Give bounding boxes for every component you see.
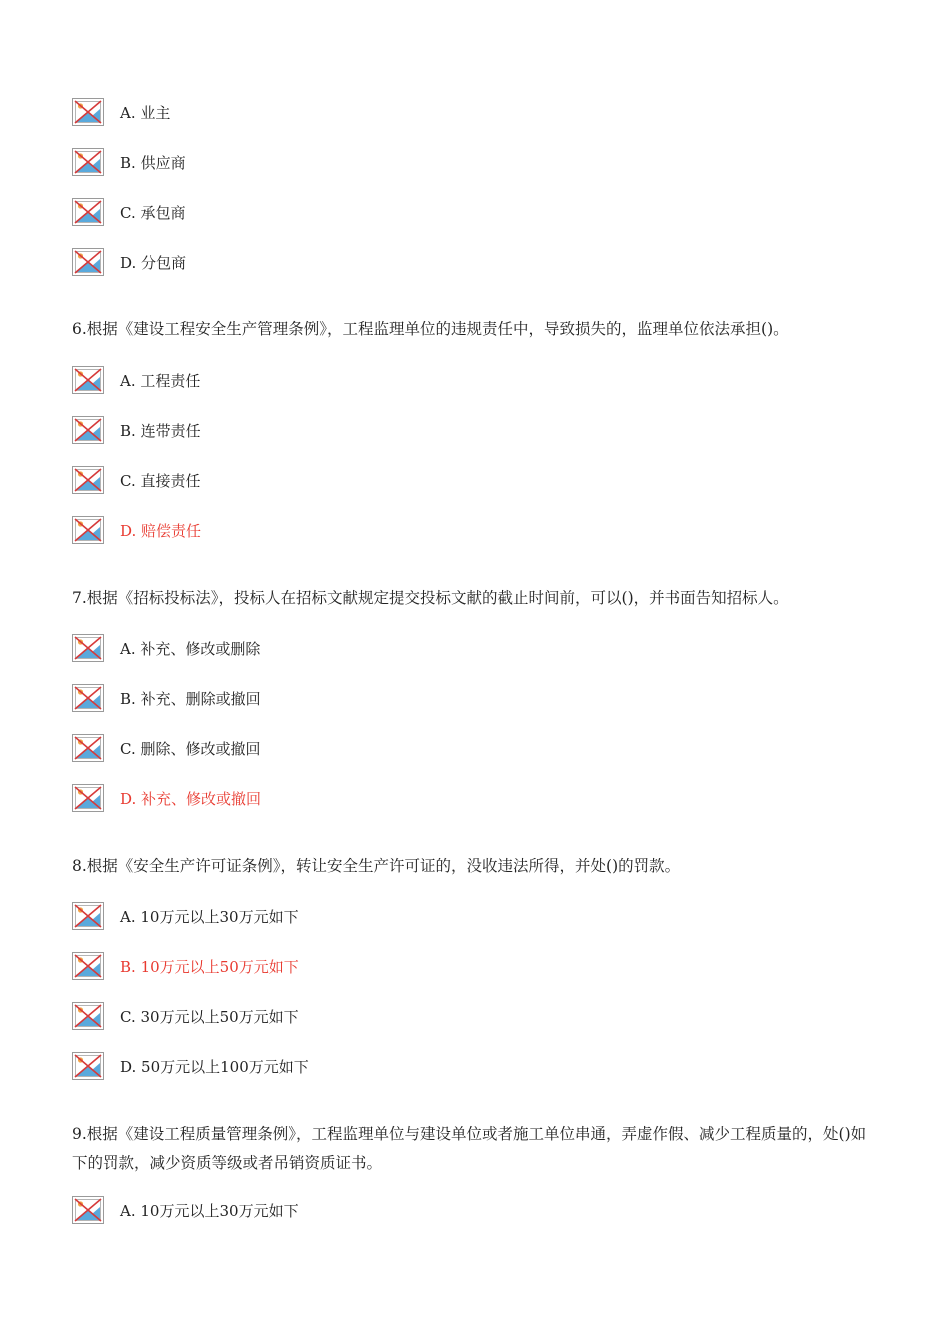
broken-image-icon [72, 902, 104, 930]
broken-image-icon [72, 98, 104, 126]
option-label: 赔偿责任 [141, 522, 202, 540]
option-row [72, 784, 872, 814]
option-row [72, 366, 872, 396]
option-row [72, 1052, 872, 1082]
option-label: 10万元以上30万元如下 [140, 908, 299, 926]
broken-image-icon [72, 416, 104, 444]
broken-image-icon [72, 516, 104, 544]
option-row [72, 734, 872, 764]
option-row [72, 1196, 872, 1226]
option-text [120, 371, 200, 391]
broken-image-icon [72, 366, 104, 394]
option-letter: D. [120, 254, 137, 272]
option-letter: A. [120, 104, 136, 122]
option-letter: D. [120, 1058, 137, 1076]
option-text [120, 1201, 299, 1221]
broken-image-icon [72, 1052, 104, 1080]
option-label: 删除、修改或撤回 [140, 740, 261, 758]
option-label: 补充、删除或撤回 [140, 690, 261, 708]
option-letter: B. [120, 422, 136, 440]
option-row [72, 198, 872, 228]
option-letter: A. [120, 640, 136, 658]
option-row [72, 516, 872, 546]
broken-image-icon [72, 1002, 104, 1030]
broken-image-icon [72, 198, 104, 226]
broken-image-icon [72, 684, 104, 712]
option-row [72, 634, 872, 664]
option-label: 直接责任 [140, 472, 201, 490]
option-text [120, 1007, 299, 1027]
option-text [120, 689, 261, 709]
option-label: 30万元以上50万元如下 [140, 1008, 299, 1026]
broken-image-icon [72, 734, 104, 762]
option-letter: B. [120, 958, 136, 976]
option-letter: D. [120, 790, 137, 808]
broken-image-icon [72, 466, 104, 494]
option-letter: C. [120, 1008, 136, 1026]
option-row [72, 98, 872, 128]
option-row [72, 902, 872, 932]
option-label: 工程责任 [140, 372, 201, 390]
option-label: 50万元以上100万元如下 [141, 1058, 309, 1076]
option-label: 10万元以上50万元如下 [140, 958, 299, 976]
option-text-correct [120, 957, 299, 977]
broken-image-icon [72, 784, 104, 812]
option-letter: C. [120, 472, 136, 490]
option-row [72, 416, 872, 446]
option-letter: C. [120, 204, 136, 222]
option-letter: D. [120, 522, 137, 540]
option-letter: B. [120, 154, 136, 172]
option-text [120, 1057, 309, 1077]
option-label: 供应商 [140, 154, 186, 172]
option-row [72, 248, 872, 278]
question-7-text: 7.根据《招标投标法》，投标人在招标文献规定提交投标文献的截止时间前，可以()，并书面告知招标人。 [72, 589, 789, 607]
broken-image-icon [72, 1196, 104, 1224]
option-letter: A. [120, 908, 136, 926]
option-text [120, 421, 201, 441]
broken-image-icon [72, 634, 104, 662]
option-text [120, 103, 170, 123]
option-label: 补充、修改或删除 [140, 640, 261, 658]
option-text [120, 639, 260, 659]
option-letter: C. [120, 740, 136, 758]
option-text [120, 471, 201, 491]
option-label: 分包商 [141, 254, 187, 272]
option-letter: A. [120, 1202, 136, 1220]
option-row [72, 466, 872, 496]
option-row [72, 148, 872, 178]
option-label: 业主 [140, 104, 171, 122]
option-text [120, 153, 186, 173]
broken-image-icon [72, 952, 104, 980]
option-text-correct [120, 521, 201, 541]
question-8-text: 8.根据《安全生产许可证条例》，转让安全生产许可证的，没收违法所得，并处()的罚款。 [72, 857, 681, 875]
broken-image-icon [72, 248, 104, 276]
broken-image-icon [72, 148, 104, 176]
option-label: 补充、修改或撤回 [141, 790, 262, 808]
option-label: 10万元以上30万元如下 [140, 1202, 299, 1220]
option-row [72, 1002, 872, 1032]
option-label-correct: 承包商 [140, 204, 186, 222]
option-row [72, 684, 872, 714]
option-text-correct [120, 789, 261, 809]
option-letter: A. [120, 372, 136, 390]
option-text [120, 203, 186, 223]
option-text [120, 739, 261, 759]
option-label: 连带责任 [140, 422, 201, 440]
option-letter: B. [120, 690, 136, 708]
option-text [120, 907, 299, 927]
question-9-text: 9.根据《建设工程质量管理条例》，工程监理单位与建设单位或者施工单位串通，弄虚作假、减少工程质量的，处()如下的罚款，减少资质等级或者吊销资质证书。 [72, 1125, 867, 1172]
option-row [72, 952, 872, 982]
question-6-text: 6.根据《建设工程安全生产管理条例》，工程监理单位的违规责任中，导致损失的，监理单位依法承担()。 [72, 320, 789, 338]
option-text [120, 253, 186, 273]
